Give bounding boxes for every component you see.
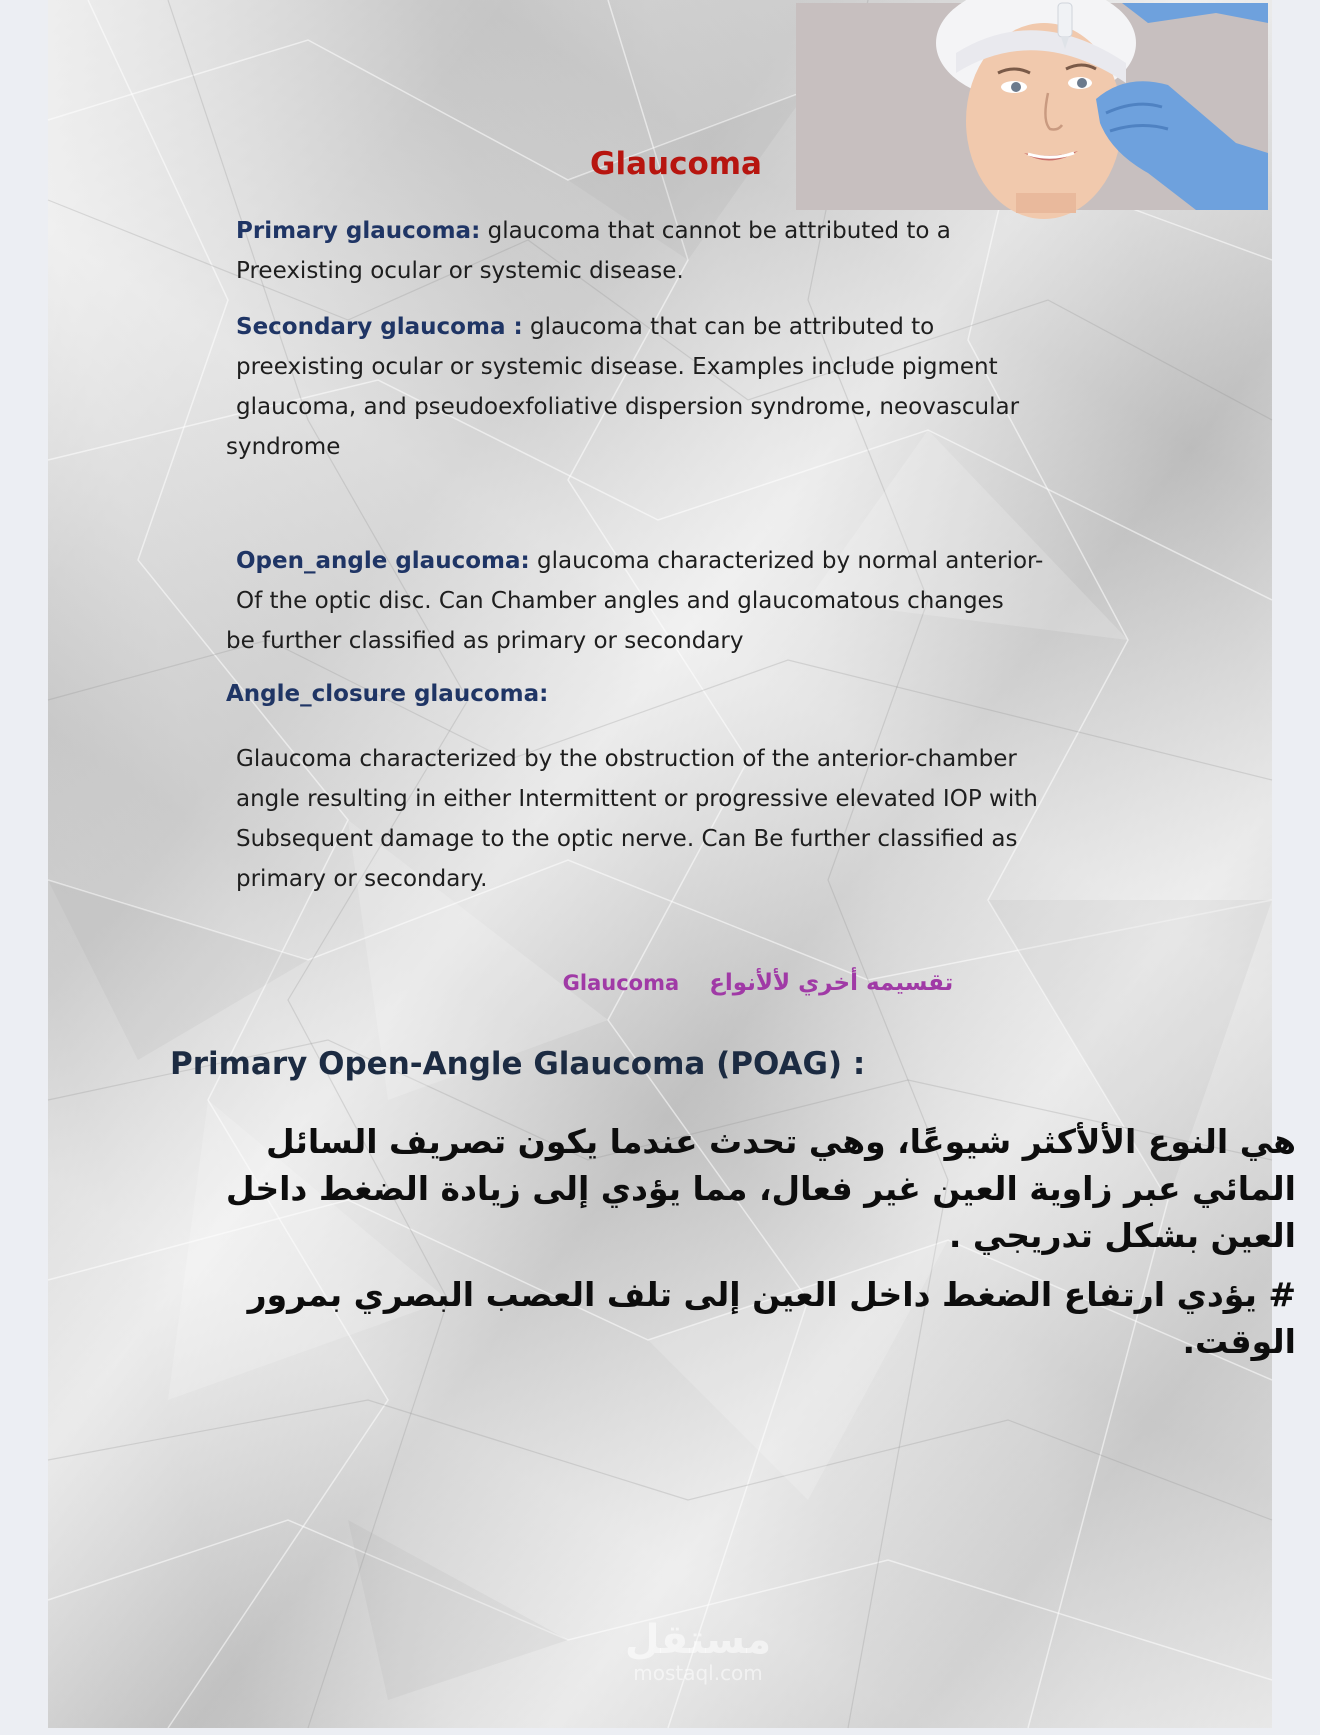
- primary-line-1: glaucoma that cannot be attributed to a: [480, 218, 951, 244]
- angle-closure-line-1: Glaucoma characterized by the obstruction of the anterior-chamber: [236, 746, 1017, 772]
- secondary-line-1: glaucoma that can be attributed to: [522, 314, 935, 340]
- angle-closure-line-4: primary or secondary.: [236, 866, 488, 892]
- secondary-glaucoma-paragraph: [226, 307, 1020, 467]
- poag-heading: Primary Open-Angle Glaucoma (POAG) :: [170, 1046, 866, 1082]
- document-page: [48, 0, 1296, 1728]
- classification-subtitle: [428, 970, 1088, 996]
- open-angle-line-1: glaucoma characterized by normal anterior-: [529, 548, 1044, 574]
- angle-closure-paragraph: [236, 739, 1038, 899]
- secondary-line-3: glaucoma, and pseudoexfoliative dispersion syndrome, neovascular: [236, 394, 1020, 420]
- watermark-latin: mostaql.com: [633, 1661, 763, 1685]
- angle-closure-heading: Angle_closure glaucoma:: [226, 681, 549, 707]
- arabic-paragraph-1: هي النوع الألأكثر شيوعًًا، وهي تحدث عندما يكون تصريف السائل المائي عبر زاوية العين غير فعال، مما يؤدي إلى زيادة الضغط داخل العين بشكل تدريجي .: [225, 1122, 1296, 1255]
- open-angle-label: Open_angle glaucoma:: [236, 548, 530, 574]
- secondary-line-2: preexisting ocular or systemic disease. Examples include pigment: [236, 354, 998, 380]
- primary-line-2: Preexisting ocular or systemic disease.: [236, 258, 684, 284]
- open-angle-line-3: be further classified as primary or secondary: [226, 628, 744, 654]
- document-title: Glaucoma: [590, 146, 762, 182]
- watermark-arabic: مستقل: [624, 1617, 772, 1663]
- subtitle-arabic: تقسيمه أخري لألأنواع: [709, 970, 954, 996]
- mostaql-watermark: [608, 1618, 788, 1684]
- angle-closure-line-3: Subsequent damage to the optic nerve. Can Be further classified as: [236, 826, 1018, 852]
- arabic-paragraph-2: # يؤدي ارتفاع الضغط داخل العين إلى تلف العصب البصري بمرور الوقت.: [247, 1275, 1296, 1361]
- secondary-glaucoma-label: Secondary glaucoma :: [236, 314, 523, 340]
- primary-glaucoma-label: Primary glaucoma:: [236, 218, 481, 244]
- angle-closure-line-2: angle resulting in either Intermittent or progressive elevated IOP with: [236, 786, 1038, 812]
- open-angle-line-2: Of the optic disc. Can Chamber angles and glaucomatous changes: [236, 588, 1004, 614]
- woman-eye-exam-icon: [796, 3, 1268, 210]
- open-angle-paragraph: [226, 541, 1044, 661]
- arabic-description: [198, 1118, 1296, 1377]
- secondary-line-4: syndrome: [226, 434, 341, 460]
- subtitle-latin: Glaucoma: [562, 971, 680, 995]
- primary-glaucoma-paragraph: [236, 211, 951, 291]
- eye-exam-photo: [796, 3, 1268, 210]
